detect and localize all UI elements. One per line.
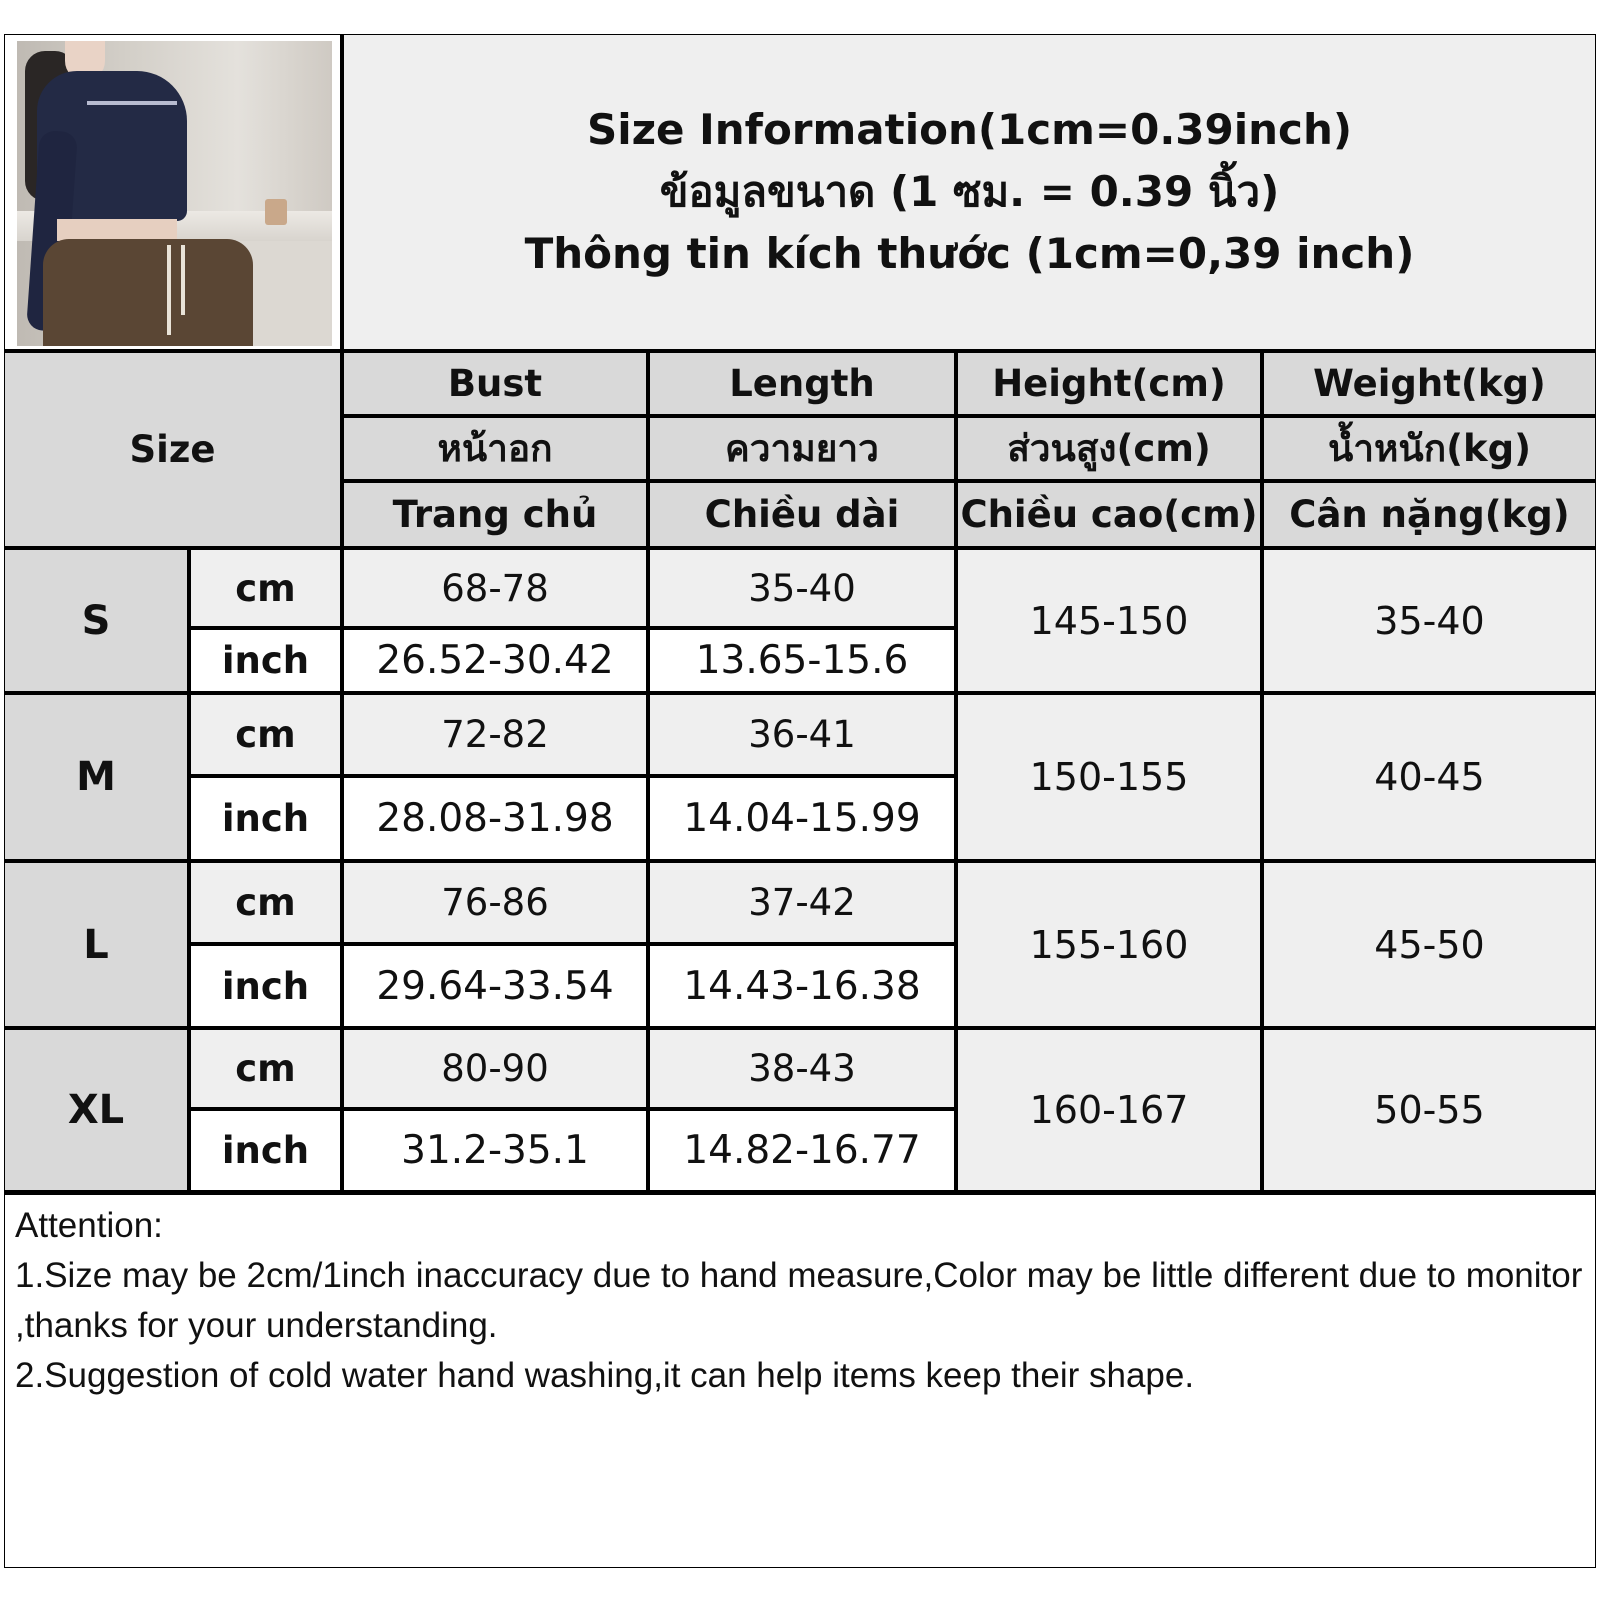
bust-cm-xl: 80-90	[344, 1030, 646, 1107]
photo-cell	[5, 35, 340, 349]
length-cm-m: 36-41	[650, 695, 954, 774]
unit-inch: inch	[191, 1111, 340, 1190]
unit-cm: cm	[191, 863, 340, 942]
bust-cm-s: 68-78	[344, 550, 646, 626]
header-bust-th: หน้าอก	[344, 418, 646, 479]
header-bust-en: Bust	[344, 353, 646, 414]
size-label-m: M	[5, 695, 187, 859]
header-weight-vi: Cân nặng(kg)	[1264, 483, 1595, 546]
attention-note-2: 2.Suggestion of cold water hand washing,it can help items keep their shape.	[15, 1356, 1195, 1395]
length-inch-xl: 14.82-16.77	[650, 1111, 954, 1190]
header-length-vi: Chiều dài	[650, 483, 954, 546]
weight-m: 40-45	[1264, 695, 1595, 859]
unit-cm: cm	[191, 695, 340, 774]
header-height-en: Height(cm)	[958, 353, 1260, 414]
header-weight-th: น้ำหนัก(kg)	[1264, 418, 1595, 479]
bust-inch-l: 29.64-33.54	[344, 946, 646, 1026]
attention-heading: Attention:	[15, 1206, 163, 1245]
length-inch-s: 13.65-15.6	[650, 630, 954, 691]
unit-cm: cm	[191, 550, 340, 626]
height-s: 145-150	[958, 550, 1260, 691]
size-label-l: L	[5, 863, 187, 1026]
header-weight-en: Weight(kg)	[1264, 353, 1595, 414]
title-vietnamese: Thông tin kích thước (1cm=0,39 inch)	[524, 229, 1415, 278]
height-m: 150-155	[958, 695, 1260, 859]
attention-note-1: 1.Size may be 2cm/1inch inaccuracy due to hand measure,Color may be little different due to monitor ,thanks for your understanding.	[15, 1256, 1583, 1345]
height-l: 155-160	[958, 863, 1260, 1026]
bust-cm-l: 76-86	[344, 863, 646, 942]
bust-cm-m: 72-82	[344, 695, 646, 774]
unit-inch: inch	[191, 946, 340, 1026]
bust-inch-m: 28.08-31.98	[344, 778, 646, 859]
title-english: Size Information(1cm=0.39inch)	[586, 105, 1353, 154]
bust-inch-xl: 31.2-35.1	[344, 1111, 646, 1190]
header-bust-vi: Trang chủ	[344, 483, 646, 546]
length-cm-xl: 38-43	[650, 1030, 954, 1107]
product-photo	[17, 41, 332, 346]
weight-l: 45-50	[1264, 863, 1595, 1026]
length-cm-s: 35-40	[650, 550, 954, 626]
size-chart-table	[4, 34, 1596, 1568]
header-height-th: ส่วนสูง(cm)	[958, 418, 1260, 479]
unit-inch: inch	[191, 778, 340, 859]
length-inch-m: 14.04-15.99	[650, 778, 954, 859]
title-thai: ข้อมูลขนาด (1 ซม. = 0.39 นิ้ว)	[659, 167, 1280, 216]
header-height-vi: Chiều cao(cm)	[958, 483, 1260, 546]
attention-notes	[5, 1195, 1595, 1567]
height-xl: 160-167	[958, 1030, 1260, 1190]
unit-cm: cm	[191, 1030, 340, 1107]
size-header: Size	[5, 353, 340, 546]
length-cm-l: 37-42	[650, 863, 954, 942]
length-inch-l: 14.43-16.38	[650, 946, 954, 1026]
weight-xl: 50-55	[1264, 1030, 1595, 1190]
weight-s: 35-40	[1264, 550, 1595, 691]
unit-inch: inch	[191, 630, 340, 691]
header-length-en: Length	[650, 353, 954, 414]
title-cell	[344, 35, 1595, 349]
size-label-xl: XL	[5, 1030, 187, 1190]
bust-inch-s: 26.52-30.42	[344, 630, 646, 691]
header-length-th: ความยาว	[650, 418, 954, 479]
size-label-s: S	[5, 550, 187, 691]
